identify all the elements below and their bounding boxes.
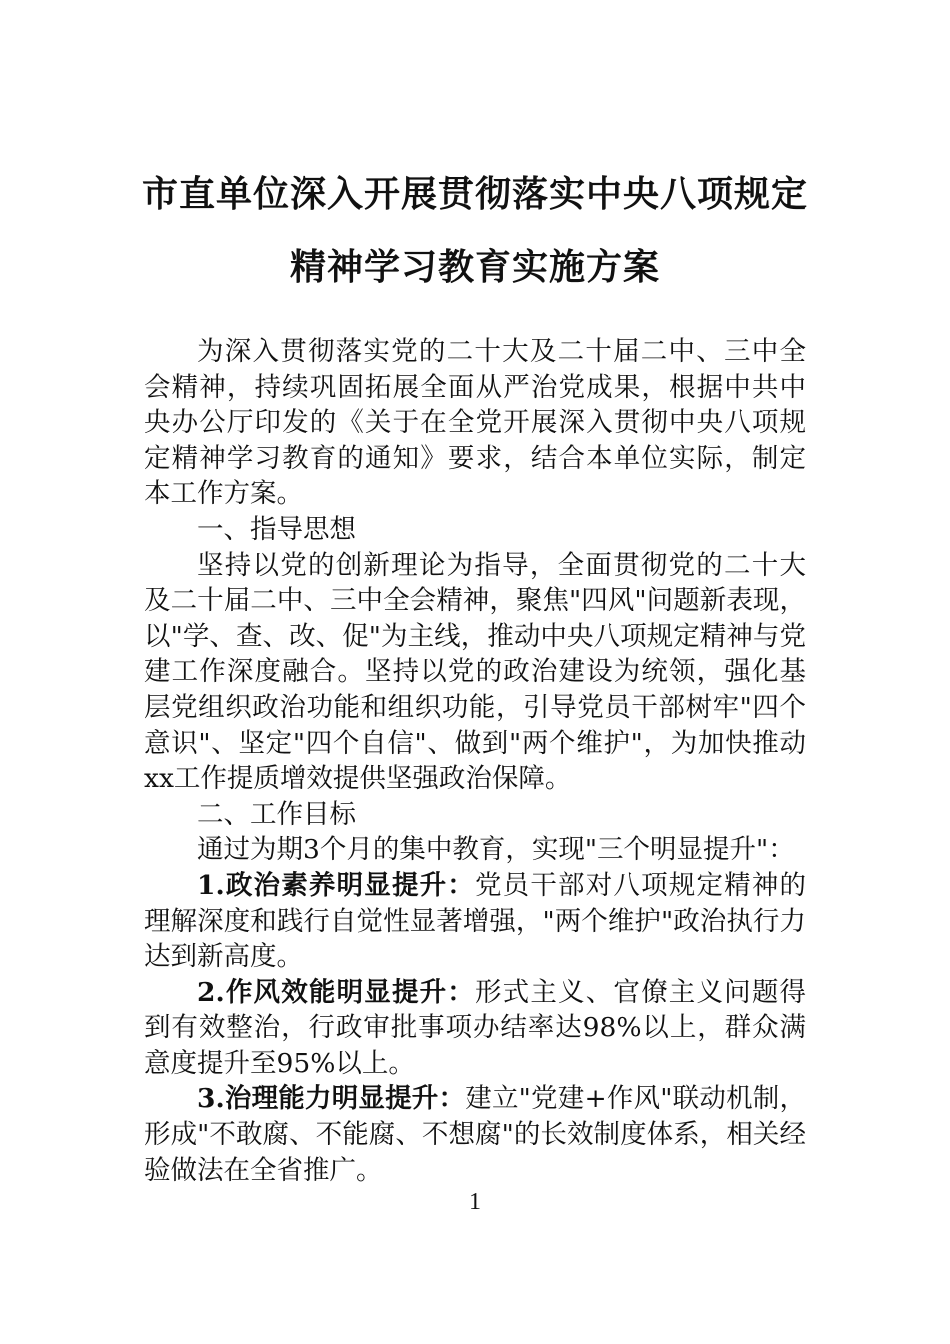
goal-label: 3.治理能力明显提升：: [197, 1083, 466, 1115]
section-heading-guiding-ideology: 一、指导思想: [197, 513, 356, 545]
work-goals-intro-paragraph: 通过为期3个月的集中教育，实现"三个明显提升"：: [197, 834, 795, 866]
document-title-line-1: 市直单位深入开展贯彻落实中央八项规定: [141, 173, 808, 215]
intro-paragraph: 为深入贯彻落实党的二十大及二十届二中、三中全会精神，持续巩固拓展全面从严治党成果，根据中共中央办公厅印发的《关于在全党开展深入贯彻中央八项规定精神学习教育的通知》要求，结合本单位实际，制定本工作方案。: [144, 336, 806, 510]
goal-item-governance-capacity: [144, 1081, 806, 1188]
guiding-ideology-paragraph: 坚持以党的创新理论为指导，全面贯彻党的二十大及二十届二中、三中全会精神，聚焦"四风"问题新表现，以"学、查、改、促"为主线，推动中央八项规定精神与党建工作深度融合。坚持以党的政治建设为统领，强化基层党组织政治功能和组织功能，引导党员干部树牢"四个意识"、坚定"四个自信"、做到"两个维护"，为加快推动xx工作提质增效提供坚强政治保障。: [144, 549, 806, 795]
goal-text: 形式主义、官僚主义问题得到有效整治，行政审批事项办结率达98%以上，群众满意度提升至95%以上。: [144, 976, 807, 1079]
section-heading-work-goals: 二、工作目标: [197, 798, 356, 830]
page-number: 1: [469, 1189, 481, 1215]
goal-text: 党员干部对八项规定精神的理解深度和践行自觉性显著增强，"两个维护"政治执行力达到新高度。: [144, 869, 807, 973]
goal-label: 1.政治素养明显提升：: [197, 869, 475, 901]
goal-item-political-quality: [144, 868, 806, 975]
document-title-line-2: 精神学习教育实施方案: [289, 246, 660, 288]
goal-text: 建立"党建+作风"联动机制，形成"不敢腐、不能腐、不想腐"的长效制度体系，相关经验做法在全省推广。: [144, 1083, 806, 1186]
goal-label: 2.作风效能明显提升：: [197, 976, 475, 1008]
document-body: [144, 334, 806, 1188]
goal-item-work-efficiency: [144, 975, 806, 1082]
